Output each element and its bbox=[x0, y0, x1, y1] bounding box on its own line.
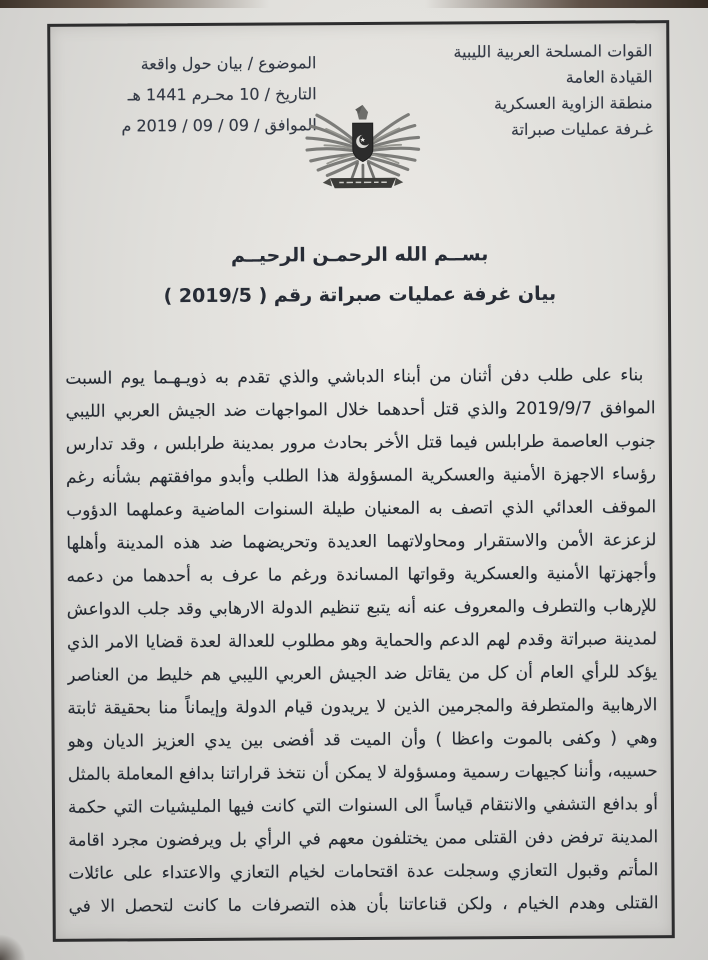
body-line: الموافق 2019/9/7 والذي قتل أحدهما خلال المواجهات ضد الجيش العربي الليبي bbox=[65, 398, 656, 422]
statement-title: بيان غرفة عمليات صبراتة رقم ( 2019/5 ) bbox=[163, 282, 557, 308]
bismillah-line: بســم الله الرحمـن الرحيــم bbox=[230, 243, 489, 267]
body-line: الارهابية والمتطرفة والمجرمين الذين لا يريدون قيام الدولة وإيماناً منا بحقيقة ثابتة bbox=[67, 695, 658, 719]
body-line: المأتم وقبول التعازي وسجلت عدة اقتحامات لخيام التعازي والاعتداء على عائلات bbox=[68, 860, 659, 884]
body-line: أو بدافع التشفي والانتقام قياساً الى السنوات التي كانت فيها المليشيات التي حكمة bbox=[67, 794, 659, 818]
body-line: لزعزعة الأمن والاستقرار ومحاولاتهما العديدة وتحريضهما ضد هذه المدينة وأهلها bbox=[66, 530, 657, 554]
body-line: حسيبه، وأننا كجيهات رسمية ومسؤولة لا يمكن أن نتخذ قراراتنا بدافع المعاملة بالمثل bbox=[67, 761, 658, 785]
unit-header bbox=[392, 38, 653, 144]
unit-header-line: القيادة العامة bbox=[565, 67, 653, 87]
body-line: وأجهزتها الأمنية والعسكرية وقواتها المساندة ورغم ما عرف به أحدهما من دعمه bbox=[66, 563, 657, 587]
body-line: رؤساء الاجهزة الأمنية والعسكرية المسؤولة هذا الطلب وأبدو موافقتهم بشأنه رغم bbox=[65, 464, 657, 488]
body-line: لمدينة صبراتة وقدم لهم الدعم والحماية وهو مطلوب للعدالة لعدة قضايا الامر الذي bbox=[66, 629, 658, 653]
body-line: للإرهاب والتطرف والمعروف عنه أنه يتبع تنظيم الدولة الارهابي وقد جلب الدواعش bbox=[66, 596, 657, 620]
body-line: القتلى وهدم الخيام ، ولكن قناعاتنا بأن هذه التصرفات ما كانت لتحصل الا في bbox=[68, 893, 659, 917]
photo-corner-shadow bbox=[0, 934, 26, 960]
body-line: يؤكد للرأي العام أن كل من يقاتل ضد الجيش العربي الليبي هم خليط من العناصر bbox=[67, 662, 658, 686]
statement-body bbox=[65, 359, 658, 924]
photo-top-edge bbox=[0, 0, 708, 8]
body-line: وهي ( وكفى بالموت واعظا ) وأن الميت قد أفضى بين يدي العزيز الديان وهو bbox=[67, 728, 658, 752]
subject-date-line: الموافق / 09 / 09 / 2019 م bbox=[121, 115, 317, 136]
unit-header-line: منطقة الزاوية العسكرية bbox=[493, 93, 653, 114]
body-line: المدينة ترفض دفن القتلى ممن يختلفون معهم في الرأي بل ويرفضون مجرد اقامة bbox=[68, 827, 659, 851]
unit-header-line: غـرفة عمليات صبراتة bbox=[510, 119, 653, 140]
body-line: الموقف العدائي الذي اتصف به المعنيان طيلة السنوات الماضية وعملهما الدؤوب bbox=[66, 497, 657, 521]
body-line: جنوب العاصمة طرابلس فيما قتل الأخر بحادث مرور بمدينة طرابلس ، وقد تدارس bbox=[65, 431, 656, 455]
page-frame bbox=[47, 20, 675, 942]
subject-date-line: الموضوع / بيان حول واقعة bbox=[140, 53, 317, 74]
subject-date-header bbox=[66, 47, 317, 142]
subject-date-line: التاريخ / 10 محـرم 1441 هـ bbox=[127, 84, 317, 105]
unit-header-line: القوات المسلحة العربية الليبية bbox=[453, 41, 653, 62]
body-line: بناء على طلب دفن أثنان من أبناء الدباشي والذي تقدم به ذويـهـما يوم السبت bbox=[65, 365, 644, 389]
statement-heading bbox=[52, 241, 668, 309]
eagle-crest-icon bbox=[298, 93, 427, 200]
